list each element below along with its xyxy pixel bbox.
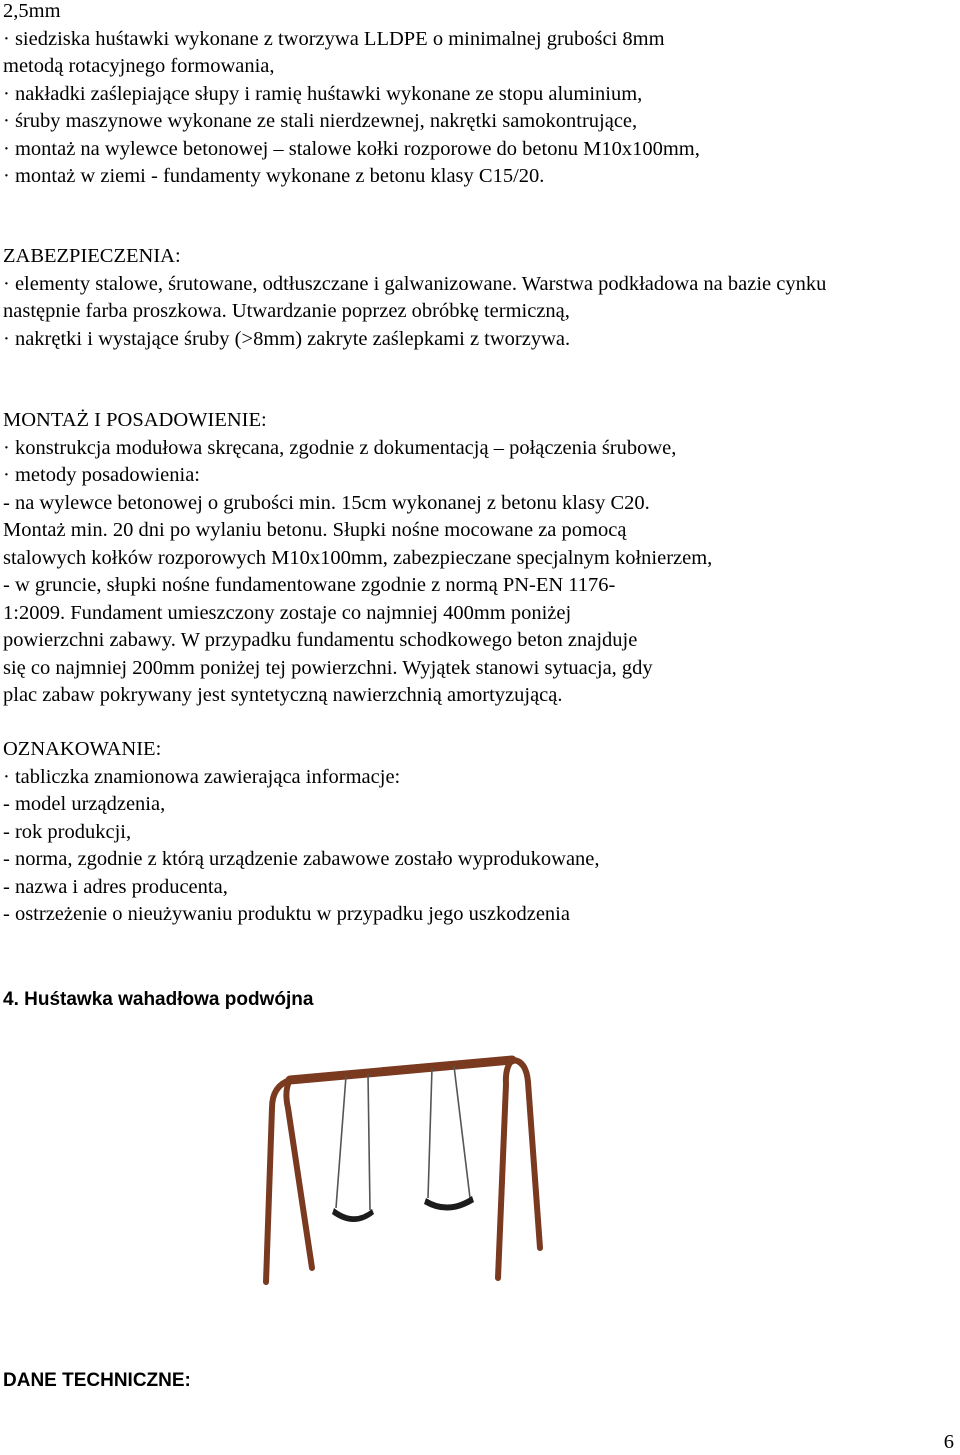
assembly-line: - w gruncie, słupki nośne fundamentowane zgodnie z normą PN-EN 1176- xyxy=(3,574,616,596)
swing-seat-left xyxy=(332,1208,374,1222)
marking-line: - nazwa i adres producenta, xyxy=(3,876,228,898)
double-swing-illustration xyxy=(262,1048,562,1288)
swing-seat-right xyxy=(424,1196,474,1211)
assembly-line: stalowych kołków rozporowych M10x100mm, zabezpieczane specjalnym kołnierzem, xyxy=(3,547,713,569)
assembly-line: 1:2009. Fundament umieszczony zostaje co najmniej 400mm poniżej xyxy=(3,602,572,624)
swing-right-leg-front xyxy=(512,1060,540,1248)
swing-top-beam xyxy=(290,1060,512,1080)
assembly-line: się co najmniej 200mm poniżej tej powierzchni. Wyjątek stanowi sytuacja, gdy xyxy=(3,657,653,679)
marking-heading: OZNAKOWANIE: xyxy=(3,738,162,760)
assembly-line: - na wylewce betonowej o grubości min. 15cm wykonanej z betonu klasy C20. xyxy=(3,492,650,514)
intro-line: 2,5mm xyxy=(3,0,61,22)
intro-line: · nakładki zaślepiające słupy i ramię huśtawki wykonane ze stopu aluminium, xyxy=(3,83,643,105)
intro-line: · montaż na wylewce betonowej – stalowe kołki rozporowe do betonu M10x100mm, xyxy=(3,138,700,160)
assembly-line: Montaż min. 20 dni po wylaniu betonu. Słupki nośne mocowane za pomocą xyxy=(3,519,627,541)
security-line: · nakrętki i wystające śruby (>8mm) zakryte zaślepkami z tworzywa. xyxy=(3,328,571,350)
product-title: 4. Huśtawka wahadłowa podwójna xyxy=(3,989,314,1010)
marking-line: - model urządzenia, xyxy=(3,793,166,815)
marking-line: · tabliczka znamionowa zawierająca informacje: xyxy=(3,766,401,788)
marking-line: - rok produkcji, xyxy=(3,821,132,843)
marking-line: - norma, zgodnie z którą urządzenie zabawowe zostało wyprodukowane, xyxy=(3,848,600,870)
marking-line: - ostrzeżenie o nieużywaniu produktu w przypadku jego uszkodzenia xyxy=(3,903,570,925)
swing-seats xyxy=(332,1196,474,1222)
security-heading: ZABEZPIECZENIA: xyxy=(3,245,181,267)
intro-line: · montaż w ziemi - fundamenty wykonane z betonu klasy C15/20. xyxy=(3,165,545,187)
security-line: · elementy stalowe, śrutowane, odtłuszczane i galwanizowane. Warstwa podkładowa na bazie cynku xyxy=(3,273,827,295)
intro-line: metodą rotacyjnego formowania, xyxy=(3,55,275,77)
assembly-line: · konstrukcja modułowa skręcana, zgodnie z dokumentacją – połączenia śrubowe, xyxy=(3,437,677,459)
assembly-heading: MONTAŻ I POSADOWIENIE: xyxy=(3,409,267,431)
assembly-line: powierzchni zabawy. W przypadku fundamentu schodkowego beton znajduje xyxy=(3,629,638,651)
assembly-line: plac zabaw pokrywany jest syntetyczną nawierzchnią amortyzującą. xyxy=(3,684,563,706)
assembly-line: · metody posadowienia: xyxy=(3,464,200,486)
intro-line: · siedziska huśtawki wykonane z tworzywa LLDPE o minimalnej grubości 8mm xyxy=(3,28,665,50)
swing-right-leg-back xyxy=(498,1060,512,1278)
tech-data-heading: DANE TECHNICZNE: xyxy=(3,1370,191,1391)
page-number: 6 xyxy=(943,1431,954,1453)
security-line: następnie farba proszkowa. Utwardzanie poprzez obróbkę termiczną, xyxy=(3,300,570,322)
swing-left-leg-back xyxy=(286,1080,312,1268)
intro-line: · śruby maszynowe wykonane ze stali nierdzewnej, nakrętki samokontrujące, xyxy=(3,110,638,132)
swing-chains xyxy=(336,1066,470,1210)
